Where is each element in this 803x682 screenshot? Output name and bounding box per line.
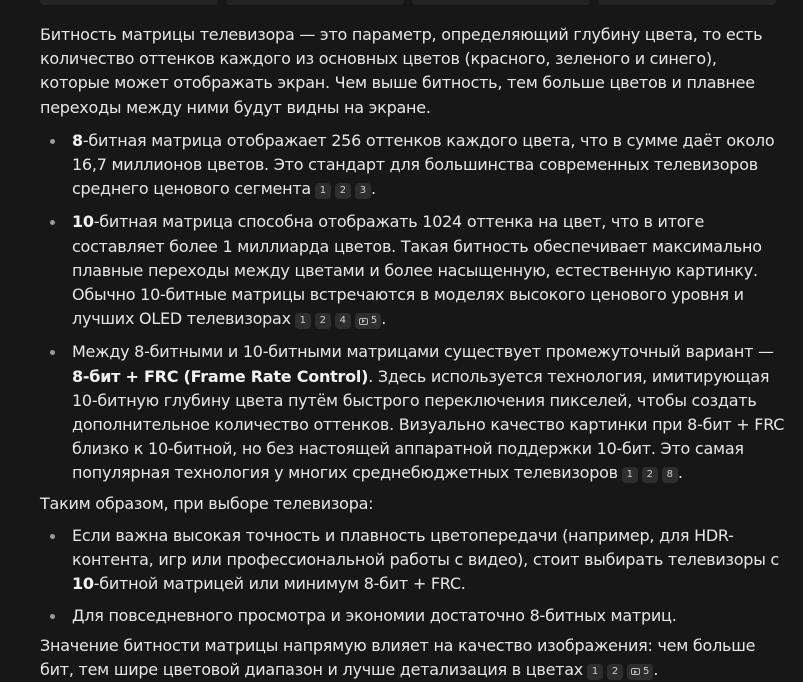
- citation-badge[interactable]: 2: [335, 183, 351, 199]
- citation-badge[interactable]: 3: [355, 183, 371, 199]
- top-tab-strip: [0, 0, 803, 6]
- citation-badge[interactable]: 1: [315, 183, 331, 199]
- citation-badge[interactable]: 8: [662, 467, 678, 483]
- list-item-8bit: [40, 129, 785, 202]
- citation-group: [587, 664, 653, 680]
- conclusion-text: Значение битности матрицы напрямую влияет на качество изображения: чем больше бит, тем шире цветовой диапазон и лучше детализация в цветах: [40, 635, 756, 679]
- bit-depth-list: [40, 129, 785, 486]
- emphasis: 8: [72, 130, 83, 150]
- citation-group: [295, 313, 381, 329]
- citation-badge[interactable]: 2: [315, 313, 331, 329]
- intro-paragraph: Битность матрицы телевизора — это параметр, определяющий глубину цвета, то есть количество оттенков каждого из основных цветов (красного, зеленого и синего), которые может отображать экран. Чем выше битность, тем больше цветов и плавнее переходы между ними будут видны на экране.: [40, 25, 763, 117]
- list-item-text: Для повседневного просмотра и экономии достаточно 8-битных матриц.: [72, 606, 677, 626]
- sentence-end: .: [653, 659, 659, 679]
- video-citation-number: 5: [370, 315, 378, 327]
- citation-group: [315, 183, 371, 199]
- sentence-end: .: [381, 309, 387, 329]
- video-icon: [359, 318, 368, 325]
- sentence-end: .: [677, 463, 683, 483]
- video-citation-number: 5: [643, 665, 650, 677]
- video-citation-badge[interactable]: [355, 313, 381, 329]
- citation-badge[interactable]: 1: [587, 664, 603, 680]
- list-item-text: . Здесь используется технология, имитирующая 10-битную глубину цвета путём быстрого переключения пикселей, чтобы создать дополнительное количество оттенков. Визуально качество картинки при 8-бит + FRC близко к 10-битной, но без настоящей аппаратной поддержки 10-бит. Это самая популярная технология у многих среднебюджетных телевизоров: [72, 366, 785, 483]
- emphasis: 10: [72, 574, 94, 594]
- list-item-recommendation-everyday: [40, 604, 785, 628]
- top-tab-chip: [226, 0, 404, 5]
- recommendation-list: [40, 524, 785, 629]
- list-item-text: -битная матрица способна отображать 1024 оттенка на цвет, что в итоге составляет более 1 миллиарда цветов. Такая битность обеспечивает максимально плавные переходы между цветами и более насыщенную, естественную картинку. Обычно 10-битные матрицы встречаются в моделях высокого ценового уровня и лучших OLED телевизорах: [72, 212, 762, 329]
- citation-group: [622, 467, 678, 483]
- emphasis: 10: [72, 212, 94, 232]
- citation-badge[interactable]: 2: [642, 467, 658, 483]
- list-item-recommendation-hdr: [40, 524, 785, 597]
- list-item-text: Между 8-битными и 10-битными матрицами существует промежуточный вариант —: [72, 342, 774, 362]
- list-item-text: -битная матрица отображает 256 оттенков каждого цвета, что в сумме даёт около 16,7 миллионов цветов. Это стандарт для большинства современных телевизоров среднего ценового сегмента: [72, 130, 775, 199]
- answer-content: [40, 23, 785, 682]
- top-tab-chip: [40, 0, 218, 5]
- top-tab-chip: [598, 0, 776, 5]
- top-tab-chip: [412, 0, 590, 5]
- list-item-frc: [40, 340, 785, 485]
- list-item-10bit: [40, 210, 785, 331]
- sentence-end: .: [370, 179, 376, 199]
- citation-badge[interactable]: 1: [295, 313, 311, 329]
- conclusion-paragraph: [40, 634, 785, 682]
- video-citation-badge[interactable]: [627, 664, 653, 680]
- list-item-text: Если важна высокая точность и плавность цветопередачи (например, для HDR-контента, игр или профессиональной работы с видео), стоит выбирать телевизоры с: [72, 525, 779, 570]
- video-icon: [631, 668, 640, 675]
- citation-badge[interactable]: 1: [622, 467, 638, 483]
- citation-badge[interactable]: 4: [335, 313, 351, 329]
- summary-lead: Таким образом, при выборе телевизора:: [40, 493, 374, 513]
- citation-badge[interactable]: 2: [607, 664, 623, 680]
- emphasis: 8-бит + FRC (Frame Rate Control): [72, 366, 369, 386]
- list-item-text: -битной матрицей или минимум 8-бит + FRC.: [93, 574, 466, 594]
